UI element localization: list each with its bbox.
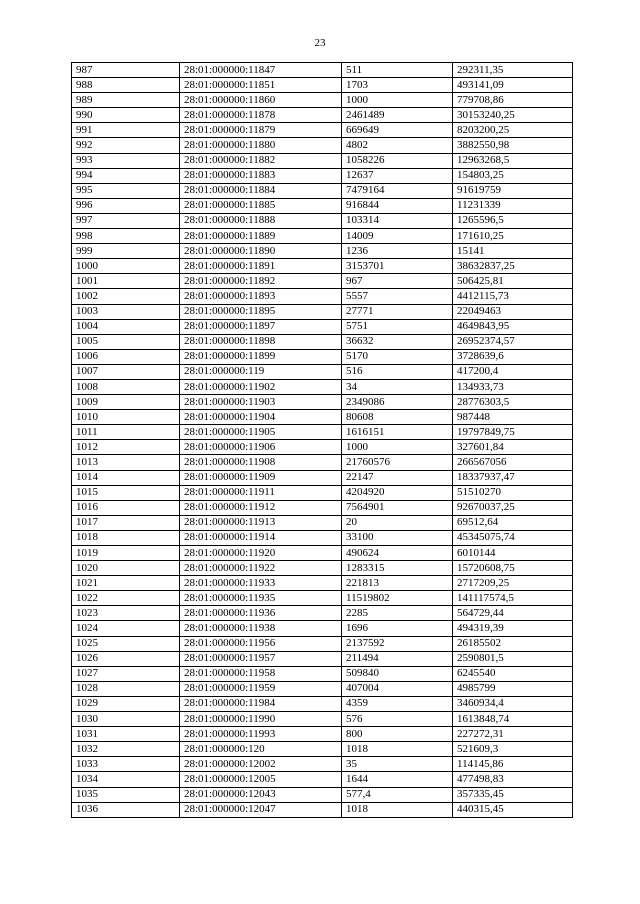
area-cell: 11519802	[342, 591, 453, 606]
row-number-cell: 996	[72, 198, 180, 213]
cadastral-number-cell: 28:01:000000:11891	[180, 259, 342, 274]
value-cell: 6245540	[453, 666, 573, 681]
area-cell: 5751	[342, 319, 453, 334]
table-row	[72, 606, 573, 621]
area-cell: 1703	[342, 78, 453, 93]
row-number-cell: 990	[72, 108, 180, 123]
table-row	[72, 379, 573, 394]
area-cell: 22147	[342, 470, 453, 485]
table-row	[72, 712, 573, 727]
value-cell: 987448	[453, 410, 573, 425]
cadastral-number-cell: 28:01:000000:11895	[180, 304, 342, 319]
table-row	[72, 485, 573, 500]
cadastral-number-cell: 28:01:000000:11906	[180, 440, 342, 455]
cadastral-number-cell: 28:01:000000:12043	[180, 787, 342, 802]
cadastral-number-cell: 28:01:000000:11903	[180, 395, 342, 410]
table-row	[72, 123, 573, 138]
row-number-cell: 993	[72, 153, 180, 168]
table-row	[72, 455, 573, 470]
table-row	[72, 108, 573, 123]
value-cell: 134933,73	[453, 379, 573, 394]
row-number-cell: 1031	[72, 727, 180, 742]
row-number-cell: 988	[72, 78, 180, 93]
area-cell: 2349086	[342, 395, 453, 410]
area-cell: 4204920	[342, 485, 453, 500]
cadastral-number-cell: 28:01:000000:12002	[180, 757, 342, 772]
row-number-cell: 1025	[72, 636, 180, 651]
row-number-cell: 1020	[72, 561, 180, 576]
value-cell: 266567056	[453, 455, 573, 470]
row-number-cell: 1013	[72, 455, 180, 470]
value-cell: 30153240,25	[453, 108, 573, 123]
row-number-cell: 997	[72, 213, 180, 228]
cadastral-number-cell: 28:01:000000:11889	[180, 229, 342, 244]
table-row	[72, 666, 573, 681]
row-number-cell: 1001	[72, 274, 180, 289]
row-number-cell: 1012	[72, 440, 180, 455]
table-row	[72, 515, 573, 530]
value-cell: 2717209,25	[453, 576, 573, 591]
area-cell: 4359	[342, 696, 453, 711]
cadastral-number-cell: 28:01:000000:11909	[180, 470, 342, 485]
value-cell: 2590801,5	[453, 651, 573, 666]
row-number-cell: 994	[72, 168, 180, 183]
area-cell: 509840	[342, 666, 453, 681]
row-number-cell: 989	[72, 93, 180, 108]
value-cell: 357335,45	[453, 787, 573, 802]
area-cell: 33100	[342, 530, 453, 545]
area-cell: 2461489	[342, 108, 453, 123]
value-cell: 506425,81	[453, 274, 573, 289]
table-row	[72, 168, 573, 183]
row-number-cell: 998	[72, 229, 180, 244]
row-number-cell: 1003	[72, 304, 180, 319]
area-cell: 1644	[342, 772, 453, 787]
table-row	[72, 244, 573, 259]
table-row	[72, 364, 573, 379]
area-cell: 7479164	[342, 183, 453, 198]
area-cell: 916844	[342, 198, 453, 213]
area-cell: 12637	[342, 168, 453, 183]
area-cell: 103314	[342, 213, 453, 228]
cadastral-number-cell: 28:01:000000:11884	[180, 183, 342, 198]
value-cell: 6010144	[453, 546, 573, 561]
cadastral-number-cell: 28:01:000000:11908	[180, 455, 342, 470]
row-number-cell: 1019	[72, 546, 180, 561]
table-row	[72, 636, 573, 651]
table-row	[72, 138, 573, 153]
row-number-cell: 991	[72, 123, 180, 138]
area-cell: 1018	[342, 742, 453, 757]
table-row	[72, 229, 573, 244]
value-cell: 8203200,25	[453, 123, 573, 138]
table-row	[72, 696, 573, 711]
row-number-cell: 1029	[72, 696, 180, 711]
area-cell: 7564901	[342, 500, 453, 515]
area-cell: 516	[342, 364, 453, 379]
value-cell: 521609,3	[453, 742, 573, 757]
cadastral-number-cell: 28:01:000000:11905	[180, 425, 342, 440]
cadastral-number-cell: 28:01:000000:11936	[180, 606, 342, 621]
area-cell: 1018	[342, 802, 453, 817]
cadastral-number-cell: 28:01:000000:11893	[180, 289, 342, 304]
value-cell: 417200,4	[453, 364, 573, 379]
area-cell: 5170	[342, 349, 453, 364]
value-cell: 4985799	[453, 681, 573, 696]
cadastral-number-cell: 28:01:000000:11890	[180, 244, 342, 259]
area-cell: 577,4	[342, 787, 453, 802]
table-row	[72, 546, 573, 561]
table-row	[72, 289, 573, 304]
value-cell: 440315,45	[453, 802, 573, 817]
cadastral-number-cell: 28:01:000000:120	[180, 742, 342, 757]
cadastral-number-cell: 28:01:000000:11880	[180, 138, 342, 153]
table-row	[72, 410, 573, 425]
cadastral-number-cell: 28:01:000000:11933	[180, 576, 342, 591]
cadastral-number-cell: 28:01:000000:11902	[180, 379, 342, 394]
row-number-cell: 1017	[72, 515, 180, 530]
cadastral-number-cell: 28:01:000000:11957	[180, 651, 342, 666]
area-cell: 1696	[342, 621, 453, 636]
area-cell: 511	[342, 63, 453, 78]
value-cell: 114145,86	[453, 757, 573, 772]
table-row	[72, 319, 573, 334]
value-cell: 51510270	[453, 485, 573, 500]
cadastral-number-cell: 28:01:000000:11993	[180, 727, 342, 742]
area-cell: 800	[342, 727, 453, 742]
cadastral-number-cell: 28:01:000000:11897	[180, 319, 342, 334]
area-cell: 1000	[342, 93, 453, 108]
value-cell: 26952374,57	[453, 334, 573, 349]
table-row	[72, 757, 573, 772]
area-cell: 1000	[342, 440, 453, 455]
row-number-cell: 1005	[72, 334, 180, 349]
area-cell: 14009	[342, 229, 453, 244]
table-row	[72, 440, 573, 455]
area-cell: 211494	[342, 651, 453, 666]
table-row	[72, 78, 573, 93]
area-cell: 2137592	[342, 636, 453, 651]
area-cell: 1283315	[342, 561, 453, 576]
value-cell: 327601,84	[453, 440, 573, 455]
cadastral-number-cell: 28:01:000000:11959	[180, 681, 342, 696]
value-cell: 26185502	[453, 636, 573, 651]
table-row	[72, 742, 573, 757]
row-number-cell: 1036	[72, 802, 180, 817]
table-row	[72, 787, 573, 802]
cadastral-number-cell: 28:01:000000:11935	[180, 591, 342, 606]
value-cell: 92670037,25	[453, 500, 573, 515]
table-row	[72, 621, 573, 636]
cadastral-number-cell: 28:01:000000:11899	[180, 349, 342, 364]
value-cell: 11231339	[453, 198, 573, 213]
cadastral-number-cell: 28:01:000000:11958	[180, 666, 342, 681]
cadastral-number-cell: 28:01:000000:11847	[180, 63, 342, 78]
table-row	[72, 93, 573, 108]
table-row	[72, 802, 573, 817]
row-number-cell: 1024	[72, 621, 180, 636]
table-row	[72, 334, 573, 349]
cadastral-number-cell: 28:01:000000:11912	[180, 500, 342, 515]
table-row	[72, 259, 573, 274]
value-cell: 12963268,5	[453, 153, 573, 168]
cadastral-number-cell: 28:01:000000:11922	[180, 561, 342, 576]
cadastral-number-cell: 28:01:000000:11956	[180, 636, 342, 651]
area-cell: 1236	[342, 244, 453, 259]
area-cell: 221813	[342, 576, 453, 591]
area-cell: 576	[342, 712, 453, 727]
cadastral-number-cell: 28:01:000000:11878	[180, 108, 342, 123]
cadastral-number-cell: 28:01:000000:11885	[180, 198, 342, 213]
cadastral-number-cell: 28:01:000000:11888	[180, 213, 342, 228]
row-number-cell: 1002	[72, 289, 180, 304]
value-cell: 779708,86	[453, 93, 573, 108]
area-cell: 21760576	[342, 455, 453, 470]
row-number-cell: 999	[72, 244, 180, 259]
area-cell: 5557	[342, 289, 453, 304]
row-number-cell: 1022	[72, 591, 180, 606]
area-cell: 4802	[342, 138, 453, 153]
area-cell: 36632	[342, 334, 453, 349]
row-number-cell: 1006	[72, 349, 180, 364]
value-cell: 292311,35	[453, 63, 573, 78]
cadastral-number-cell: 28:01:000000:11920	[180, 546, 342, 561]
value-cell: 28776303,5	[453, 395, 573, 410]
cadastral-number-cell: 28:01:000000:11882	[180, 153, 342, 168]
value-cell: 3460934,4	[453, 696, 573, 711]
cadastral-number-cell: 28:01:000000:11914	[180, 530, 342, 545]
value-cell: 15141	[453, 244, 573, 259]
row-number-cell: 1007	[72, 364, 180, 379]
cadastral-number-cell: 28:01:000000:12047	[180, 802, 342, 817]
cadastral-number-cell: 28:01:000000:11851	[180, 78, 342, 93]
value-cell: 141117574,5	[453, 591, 573, 606]
value-cell: 493141,09	[453, 78, 573, 93]
area-cell: 80608	[342, 410, 453, 425]
cadastral-number-cell: 28:01:000000:11860	[180, 93, 342, 108]
area-cell: 34	[342, 379, 453, 394]
table-row	[72, 395, 573, 410]
area-cell: 20	[342, 515, 453, 530]
row-number-cell: 1016	[72, 500, 180, 515]
table-row	[72, 561, 573, 576]
cadastral-number-cell: 28:01:000000:119	[180, 364, 342, 379]
cadastral-number-cell: 28:01:000000:11984	[180, 696, 342, 711]
value-cell: 19797849,75	[453, 425, 573, 440]
row-number-cell: 1030	[72, 712, 180, 727]
value-cell: 154803,25	[453, 168, 573, 183]
row-number-cell: 1021	[72, 576, 180, 591]
table-row	[72, 500, 573, 515]
value-cell: 494319,39	[453, 621, 573, 636]
cadastral-number-cell: 28:01:000000:11892	[180, 274, 342, 289]
table-row	[72, 425, 573, 440]
row-number-cell: 1000	[72, 259, 180, 274]
table-row	[72, 213, 573, 228]
value-cell: 564729,44	[453, 606, 573, 621]
cadastral-number-cell: 28:01:000000:11883	[180, 168, 342, 183]
row-number-cell: 1034	[72, 772, 180, 787]
row-number-cell: 1035	[72, 787, 180, 802]
table-row	[72, 63, 573, 78]
row-number-cell: 1023	[72, 606, 180, 621]
value-cell: 45345075,74	[453, 530, 573, 545]
table-row	[72, 772, 573, 787]
area-cell: 1058226	[342, 153, 453, 168]
area-cell: 490624	[342, 546, 453, 561]
table-body	[72, 63, 573, 818]
value-cell: 38632837,25	[453, 259, 573, 274]
table-row	[72, 349, 573, 364]
cadastral-number-cell: 28:01:000000:11938	[180, 621, 342, 636]
row-number-cell: 987	[72, 63, 180, 78]
row-number-cell: 1028	[72, 681, 180, 696]
row-number-cell: 1015	[72, 485, 180, 500]
row-number-cell: 1027	[72, 666, 180, 681]
value-cell: 4649843,95	[453, 319, 573, 334]
table-row	[72, 153, 573, 168]
cadastral-number-cell: 28:01:000000:11898	[180, 334, 342, 349]
value-cell: 15720608,75	[453, 561, 573, 576]
page-number: 23	[314, 37, 326, 49]
cadastral-number-cell: 28:01:000000:11913	[180, 515, 342, 530]
table-row	[72, 651, 573, 666]
value-cell: 91619759	[453, 183, 573, 198]
row-number-cell: 1008	[72, 379, 180, 394]
area-cell: 669649	[342, 123, 453, 138]
value-cell: 171610,25	[453, 229, 573, 244]
area-cell: 3153701	[342, 259, 453, 274]
value-cell: 18337937,47	[453, 470, 573, 485]
cadastral-table	[71, 62, 573, 818]
row-number-cell: 1010	[72, 410, 180, 425]
value-cell: 227272,31	[453, 727, 573, 742]
table-row	[72, 591, 573, 606]
value-cell: 3728639,6	[453, 349, 573, 364]
area-cell: 407004	[342, 681, 453, 696]
row-number-cell: 1032	[72, 742, 180, 757]
table-row	[72, 198, 573, 213]
cadastral-number-cell: 28:01:000000:11879	[180, 123, 342, 138]
area-cell: 967	[342, 274, 453, 289]
value-cell: 4412115,73	[453, 289, 573, 304]
table-row	[72, 304, 573, 319]
area-cell: 1616151	[342, 425, 453, 440]
value-cell: 477498,83	[453, 772, 573, 787]
row-number-cell: 1011	[72, 425, 180, 440]
cadastral-number-cell: 28:01:000000:11911	[180, 485, 342, 500]
value-cell: 3882550,98	[453, 138, 573, 153]
value-cell: 1613848,74	[453, 712, 573, 727]
table-row	[72, 576, 573, 591]
row-number-cell: 1009	[72, 395, 180, 410]
row-number-cell: 1026	[72, 651, 180, 666]
value-cell: 1265596,5	[453, 213, 573, 228]
table-row	[72, 681, 573, 696]
table-row	[72, 727, 573, 742]
row-number-cell: 1014	[72, 470, 180, 485]
area-cell: 35	[342, 757, 453, 772]
cadastral-number-cell: 28:01:000000:11990	[180, 712, 342, 727]
table-row	[72, 470, 573, 485]
row-number-cell: 1004	[72, 319, 180, 334]
value-cell: 69512,64	[453, 515, 573, 530]
row-number-cell: 1018	[72, 530, 180, 545]
row-number-cell: 995	[72, 183, 180, 198]
table-row	[72, 183, 573, 198]
value-cell: 22049463	[453, 304, 573, 319]
cadastral-number-cell: 28:01:000000:11904	[180, 410, 342, 425]
row-number-cell: 992	[72, 138, 180, 153]
area-cell: 27771	[342, 304, 453, 319]
table-row	[72, 274, 573, 289]
table-row	[72, 530, 573, 545]
area-cell: 2285	[342, 606, 453, 621]
row-number-cell: 1033	[72, 757, 180, 772]
cadastral-number-cell: 28:01:000000:12005	[180, 772, 342, 787]
